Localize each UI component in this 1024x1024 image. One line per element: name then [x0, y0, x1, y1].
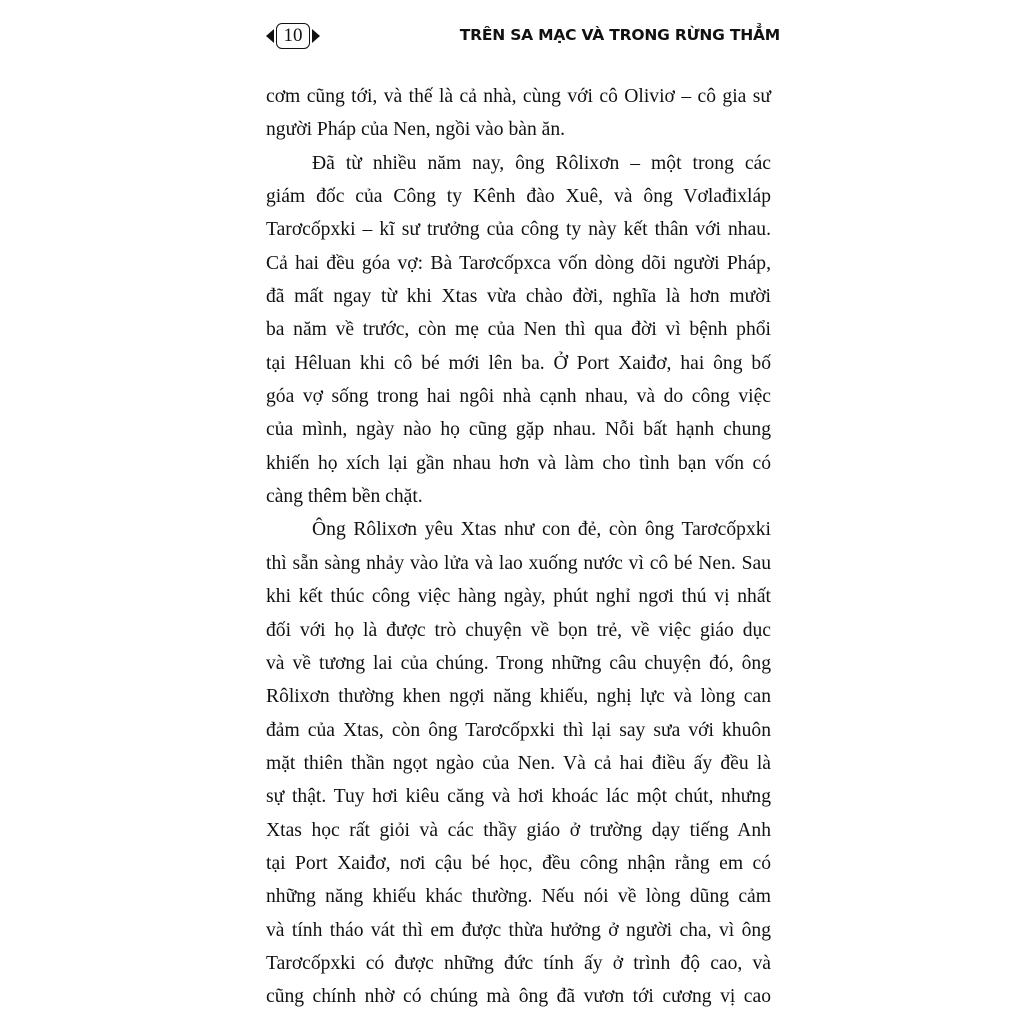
text-line: đã mất ngay từ khi Xtas vừa chào đời, nghĩa là hơn mười [266, 286, 771, 308]
text-line: Cả hai đều góa vợ: Bà Tarơcốpxca vốn dòng dõi người Pháp, [266, 252, 771, 274]
text-line: tại Port Xaiđơ, nơi cậu bé học, đều công nhận rằng em có [266, 852, 771, 874]
text-line: khiến họ xích lại gần nhau hơn và làm cho tình bạn vốn có [266, 452, 771, 474]
triangle-left-icon [266, 29, 274, 43]
text-line: tại Hêluan khi cô bé mới lên ba. Ở Port Xaiđơ, hai ông bố [266, 352, 771, 374]
text-line: và về tương lai của chúng. Trong những câu chuyện đó, ông [266, 652, 771, 674]
triangle-right-icon [312, 29, 320, 43]
text-line: ba năm về trước, còn mẹ của Nen thì qua đời vì bệnh phổi [266, 319, 771, 341]
text-line: Tarơcốpxki có được những đức tính ấy ở trình độ cao, và [266, 952, 771, 974]
text-line: góa vợ sống trong hai ngôi nhà cạnh nhau, và do công việc [266, 386, 771, 408]
text-line: càng thêm bền chặt. [266, 486, 423, 508]
body-text [266, 80, 771, 1014]
running-title: TRÊN SA MẠC VÀ TRONG RỪNG THẲM [459, 26, 780, 44]
text-line: Đã từ nhiều năm nay, ông Rôlixơn – một trong các [312, 152, 771, 174]
text-line: sự thật. Tuy hơi kiêu căng và hơi khoác lác một chút, nhưng [266, 786, 771, 808]
text-line: giám đốc của Công ty Kênh đào Xuê, và ông Vơlađixláp [266, 186, 771, 208]
text-line: đảm của Xtas, còn ông Tarơcốpxki thì lại say sưa với khuôn [266, 719, 771, 741]
page-number-badge [266, 22, 320, 50]
text-line: cơm cũng tới, và thế là cả nhà, cùng với cô Oliviơ – cô gia sư [266, 86, 771, 107]
text-line: mặt thiên thần ngọt ngào của Nen. Và cả hai điều ấy đều là [266, 752, 771, 774]
text-line: những năng khiếu khác thường. Nếu nói về lòng dũng cảm [266, 886, 771, 908]
text-line: đối với họ là được trò chuyện về bọn trẻ, về việc giáo dục [266, 619, 771, 641]
text-line: khi kết thúc công việc hàng ngày, phút nghỉ ngơi thú vị nhất [266, 586, 771, 608]
text-line: thì sẵn sàng nhảy vào lửa và lao xuống nước vì cô bé Nen. Sau [266, 552, 771, 574]
text-line: của mình, ngày nào họ cũng gặp nhau. Nỗi bất hạnh chung [266, 419, 771, 441]
page-header [266, 22, 780, 52]
text-line: cũng chính nhờ có chúng mà ông đã vươn tới cương vị cao [266, 986, 771, 1008]
text-line: Tarơcốpxki – kĩ sư trưởng của công ty này kết thân với nhau. [266, 219, 771, 241]
page-number: 10 [276, 23, 310, 49]
text-line: người Pháp của Nen, ngồi vào bàn ăn. [266, 119, 566, 141]
text-line: Xtas học rất giỏi và các thầy giáo ở trường dạy tiếng Anh [266, 819, 771, 841]
text-line: Rôlixơn thường khen ngợi năng khiếu, nghị lực và lòng can [266, 686, 771, 708]
text-line: và tính tháo vát thì em được thừa hưởng ở người cha, vì ông [266, 919, 771, 941]
text-line: Ông Rôlixơn yêu Xtas như con đẻ, còn ông Tarơcốpxki [312, 519, 771, 541]
